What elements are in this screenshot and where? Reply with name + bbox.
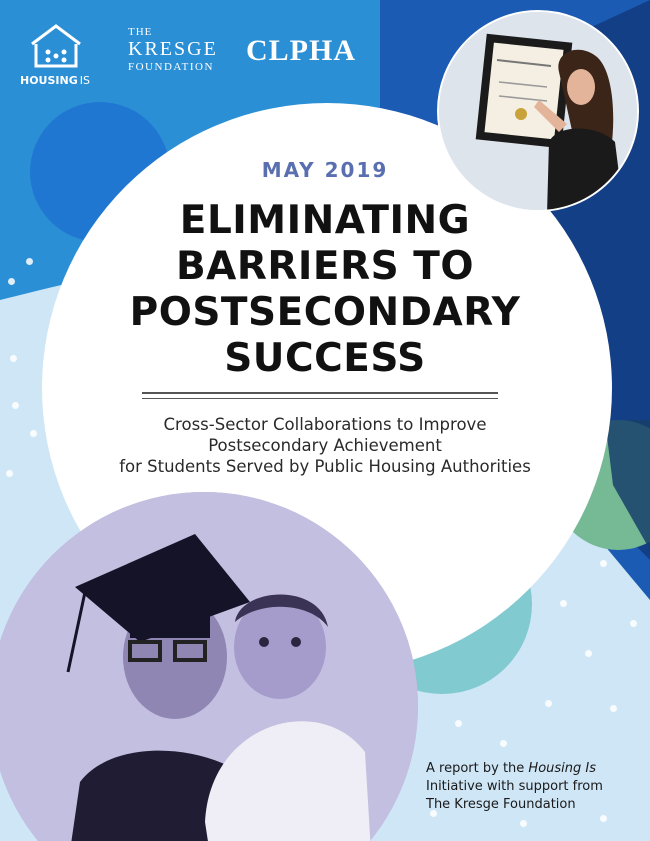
report-date: MAY 2019 — [261, 158, 389, 182]
title-line-3: POSTSECONDARY — [129, 290, 521, 335]
housing-is-logo — [20, 22, 90, 92]
credit-line-3: The Kresge Foundation — [426, 797, 576, 812]
clpha-logo: CLPHA — [246, 34, 356, 67]
kresge-line1: THE — [128, 26, 153, 38]
kresge-logo — [128, 26, 228, 74]
house-icon — [26, 22, 86, 72]
subtitle-line-2: Postsecondary Achievement — [208, 436, 442, 455]
housing-is-bold: HOUSING — [20, 74, 78, 87]
credit-line1-prefix: A report by the — [426, 761, 529, 776]
person-face — [567, 69, 595, 105]
diploma-illustration — [439, 12, 639, 212]
report-subtitle — [0, 414, 650, 477]
title-line-2: BARRIERS TO — [175, 244, 475, 289]
kresge-line3: FOUNDATION — [128, 61, 214, 73]
housing-is-light: IS — [79, 74, 90, 87]
subtitle-line-3: for Students Served by Public Housing Authorities — [119, 457, 531, 476]
credit-line1-italic: Housing Is — [528, 761, 597, 776]
credit-line-1 — [426, 760, 646, 778]
subtitle-line-1: Cross-Sector Collaborations to Improve — [163, 415, 487, 434]
report-title — [0, 198, 650, 382]
report-credit — [426, 760, 646, 814]
title-line-1: ELIMINATING — [179, 198, 471, 243]
credit-line-2: Initiative with support from — [426, 779, 603, 794]
title-divider — [142, 392, 498, 399]
diploma-paper — [484, 43, 563, 140]
title-line-4: SUCCESS — [224, 336, 426, 381]
kresge-line2: KRESGE — [128, 38, 218, 60]
